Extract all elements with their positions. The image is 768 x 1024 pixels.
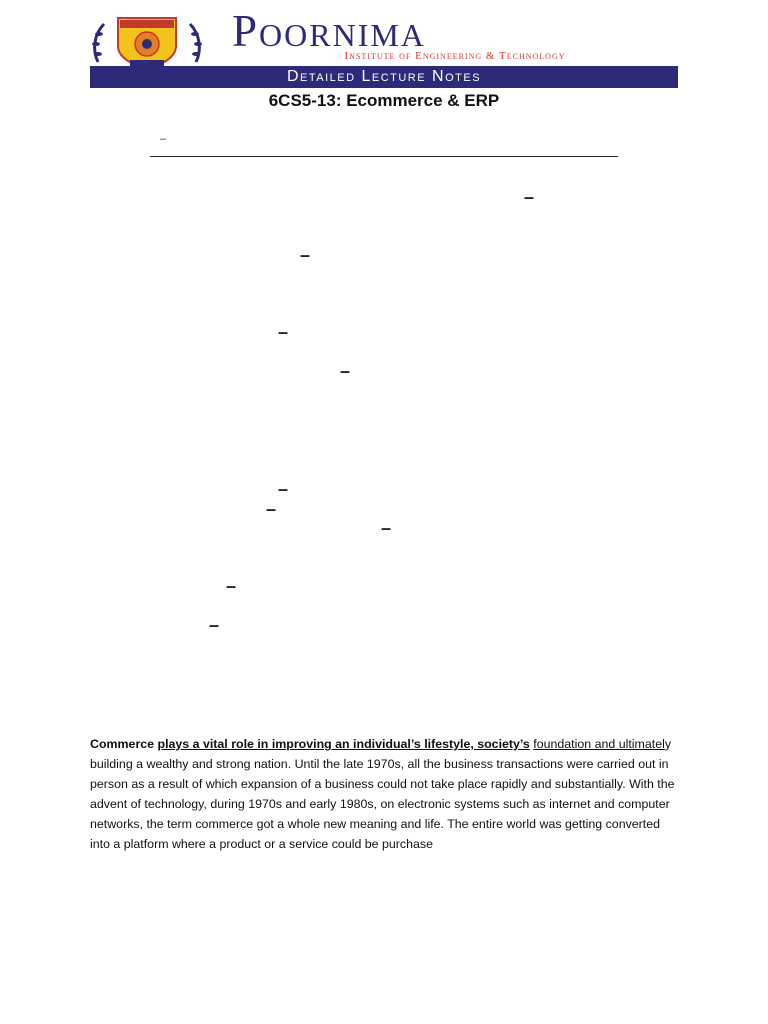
paragraph-underlined: foundation and ultimatel bbox=[533, 737, 665, 751]
brand-name: Poornima bbox=[232, 6, 426, 56]
brand-subtitle: Institute of Engineering & Technology bbox=[344, 50, 566, 62]
small-dash: – bbox=[160, 133, 167, 145]
dash-marker: – bbox=[226, 576, 237, 596]
dash-marker: – bbox=[278, 479, 289, 499]
dash-marker: – bbox=[524, 187, 535, 207]
body-paragraph bbox=[90, 734, 680, 854]
dash-marker: – bbox=[266, 499, 277, 519]
course-title: 6CS5-13: Ecommerce & ERP bbox=[268, 91, 500, 110]
lecture-notes-banner: Detailed Lecture Notes bbox=[90, 66, 678, 88]
title-rule bbox=[150, 156, 618, 157]
dash-marker: – bbox=[381, 518, 392, 538]
paragraph-lead: Commerce bbox=[90, 737, 155, 751]
document-header bbox=[90, 6, 678, 88]
dash-marker: – bbox=[209, 615, 220, 635]
dash-marker: – bbox=[340, 361, 351, 381]
dash-marker: – bbox=[278, 322, 289, 342]
dash-marker: – bbox=[300, 245, 311, 265]
institute-logo bbox=[90, 12, 204, 70]
paragraph-text: y building a wealthy and strong nation. Until the late 1970s, all the business transactions were carried out in person as a result of which expansion of a business could not take place rapidly and substantially. With the advent of technology, during 1970s and early 1980s, on electronic systems such as internet and computer networks, the term commerce got a whole new meaning and life. The entire world was getting converted into a platform where a product or a service could be purchase bbox=[90, 737, 675, 851]
paragraph-emphasis: plays a vital role in improving an individual’s lifestyle, society’s bbox=[157, 737, 530, 751]
